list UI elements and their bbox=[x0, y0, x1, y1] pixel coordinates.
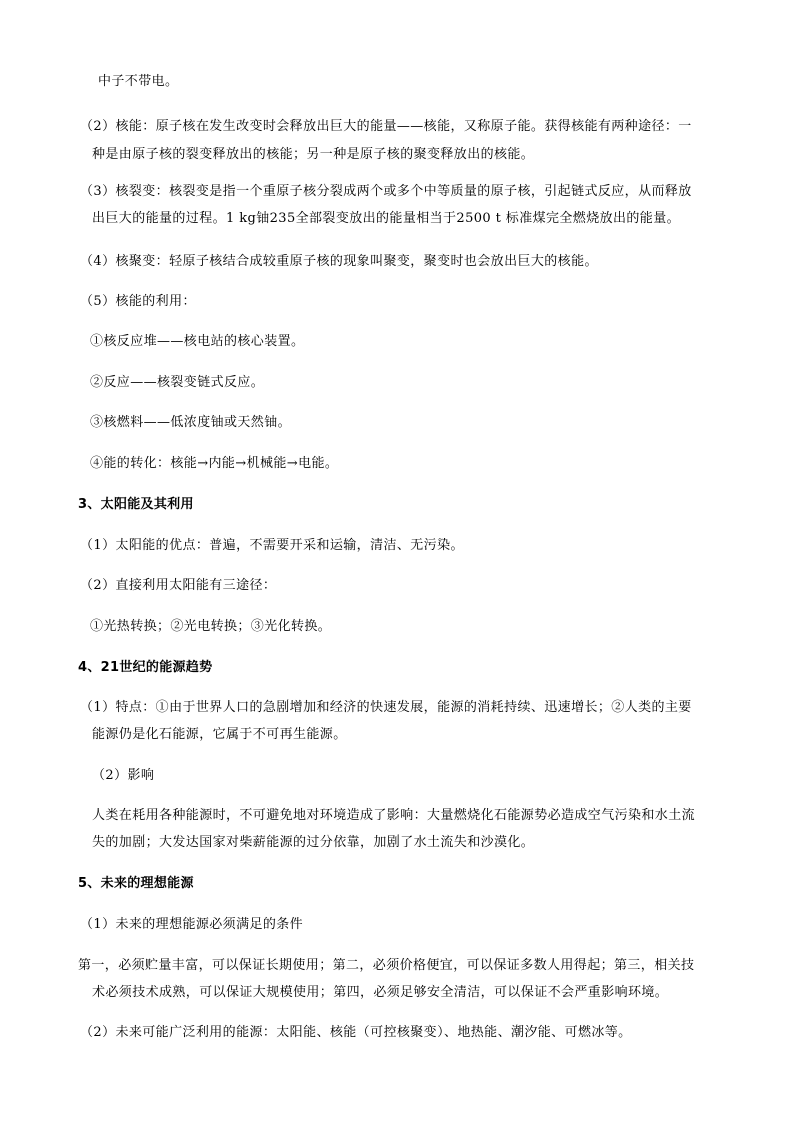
text-line: ①光热转换；②光电转换；③光化转换。 bbox=[90, 619, 332, 634]
text-line: 人类在耗用各种能源时，不可避免地对环境造成了影响：大量燃烧化石能源势必造成空气污染和水土流 bbox=[92, 808, 696, 823]
text-line: ④能的转化：核能→内能→机械能→电能。 bbox=[90, 456, 339, 471]
section-heading: 4、21世纪的能源趋势 bbox=[78, 660, 213, 675]
text-line: （1）特点：①由于世界人口的急剧增加和经济的快速发展，能源的消耗持续、迅速增长；②人类的主要 bbox=[80, 700, 692, 715]
text-line: （2）影响 bbox=[92, 768, 155, 783]
text-line: （1）太阳能的优点：普遍，不需要开采和运输，清洁、无污染。 bbox=[80, 538, 464, 553]
text-line: 第一，必须贮量丰富，可以保证长期使用；第二，必须价格便宜，可以保证多数人用得起；第三，相关技 bbox=[78, 958, 695, 973]
text-line: （4）核聚变：轻原子核结合成较重原子核的现象叫聚变，聚变时也会放出巨大的核能。 bbox=[80, 254, 598, 269]
text-line: 失的加剧；大发达国家对柴薪能源的过分依靠，加剧了水土流失和沙漠化。 bbox=[92, 835, 535, 850]
section-heading: 3、太阳能及其利用 bbox=[78, 497, 194, 512]
text-line: ③核燃料——低浓度铀或天然铀。 bbox=[90, 415, 292, 430]
text-line: 种是由原子核的裂变释放出的核能；另一种是原子核的聚变释放出的核能。 bbox=[92, 147, 535, 162]
text-line: （3）核裂变：核裂变是指一个重原子核分裂成两个或多个中等质量的原子核，引起链式反应，从而释放 bbox=[80, 184, 692, 199]
text-line: （1）未来的理想能源必须满足的条件 bbox=[80, 917, 304, 932]
text-line: 术必须技术成熟，可以保证大规模使用；第四，必须足够安全清洁，可以保证不会严重影响环境。 bbox=[92, 985, 669, 1000]
text-line: （2）直接利用太阳能有三途径： bbox=[80, 578, 277, 593]
section-heading: 5、未来的理想能源 bbox=[78, 876, 194, 891]
text-line: （2）未来可能广泛利用的能源：太阳能、核能（可控核聚变）、地热能、潮汐能、可燃冰等。 bbox=[80, 1025, 632, 1040]
text-line: （5）核能的利用： bbox=[80, 294, 196, 309]
text-line: 能源仍是化石能源，它属于不可再生能源。 bbox=[92, 727, 347, 742]
text-line: 中子不带电。 bbox=[98, 74, 179, 89]
text-line: ②反应——核裂变链式反应。 bbox=[90, 375, 265, 390]
text-line: 出巨大的能量的过程。1 kg铀235全部裂变放出的能量相当于2500 t 标准煤完全燃烧放出的能量。 bbox=[92, 211, 680, 226]
text-line: ①核反应堆——核电站的核心装置。 bbox=[90, 334, 305, 349]
text-line: （2）核能：原子核在发生改变时会释放出巨大的能量——核能，又称原子能。获得核能有两种途径：一 bbox=[80, 119, 692, 134]
